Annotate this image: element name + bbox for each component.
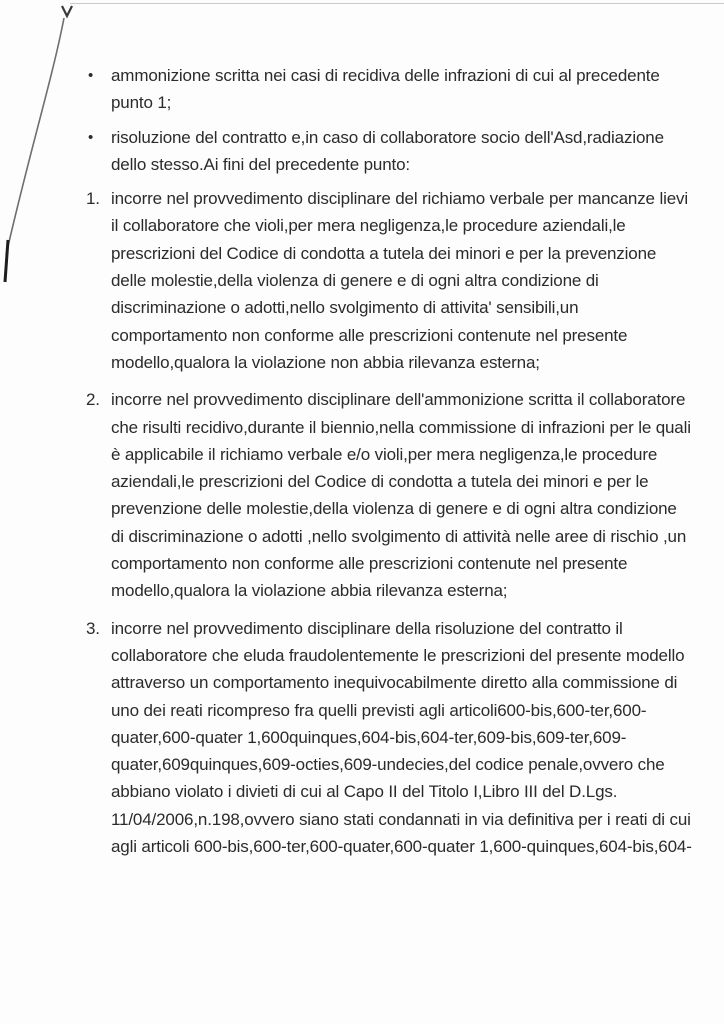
scan-top-line — [70, 3, 724, 4]
numbered-item-2 — [0, 386, 724, 604]
numbered-text: incorre nel provvedimento disciplinare dell'ammonizione scritta il collaboratore che risulti recidivo,durante il biennio,nella commissione di infrazioni per le quali è applicabile il richiamo verbale e/o violi,per mera negligenza,le procedure aziendali,le prescrizioni del Codice di condotta a tutela dei minori e per le prevenzione delle molestie,della violenza di genere e di ogni altra condizione di discriminazione o adotti ,nello svolgimento di attività nelle aree di rischio ,un comportamento non conforme alle prescrizioni contenute nel presente modello,qualora la violazione abbia rilevanza esterna; — [111, 390, 691, 601]
numbered-text: incorre nel provvedimento disciplinare della risoluzione del contratto il collaboratore che eluda fraudolentemente le prescrizioni del presente modello attraverso un comportamento inequivocabilmente diretto alla commissione di uno dei reati ricompreso fra quelli previsti agli articoli600-bis,600-ter,600-quater,600-quater 1,600quinques,604-bis,604-ter,609-bis,609-ter,609-quater,609quinques,609-octies,609-undecies,del codice penale,ovvero che abbiano violato i divieti di cui al Capo II del Titolo I,Libro III del D.Lgs. 11/04/2006,n.198,ovvero siano stati condannati in via definitiva per i reati di cui agli articoli 600-bis,600-ter,600-quater,600-quater 1,600-quinques,604-bis,604- — [111, 618, 692, 857]
document-body — [0, 62, 724, 870]
number-marker: 1. — [86, 189, 100, 209]
bullet-marker: • — [88, 67, 94, 84]
bullet-marker: • — [88, 128, 94, 146]
numbered-text: incorre nel provvedimento disciplinare del richiamo verbale per mancanze lievi il collaboratore che violi,per mera negligenza,le procedure aziendali,le prescrizioni del Codice di condotta a tutela dei minori e per la prevenzione delle molestie,della violenza di genere e di ogni altra condizione di discriminazione o adotti,nello svolgimento di attivita' sensibili,un comportamento non conforme alle prescrizioni contenute nel presente modello,qualora la violazione non abbia rilevanza esterna; — [111, 189, 688, 372]
numbered-item-3 — [0, 615, 724, 861]
number-marker: 3. — [86, 618, 100, 638]
number-marker: 2. — [86, 390, 100, 410]
bullet-item-2 — [0, 124, 724, 179]
bullet-text: risoluzione del contratto e,in caso di collaboratore socio dell'Asd,radiazione dello stesso.Ai fini del precedente punto: — [111, 127, 664, 174]
bullet-item-1 — [0, 62, 724, 117]
numbered-item-1 — [0, 185, 724, 376]
bullet-text: ammonizione scritta nei casi di recidiva delle infrazioni di cui al precedente punto 1; — [111, 66, 660, 113]
